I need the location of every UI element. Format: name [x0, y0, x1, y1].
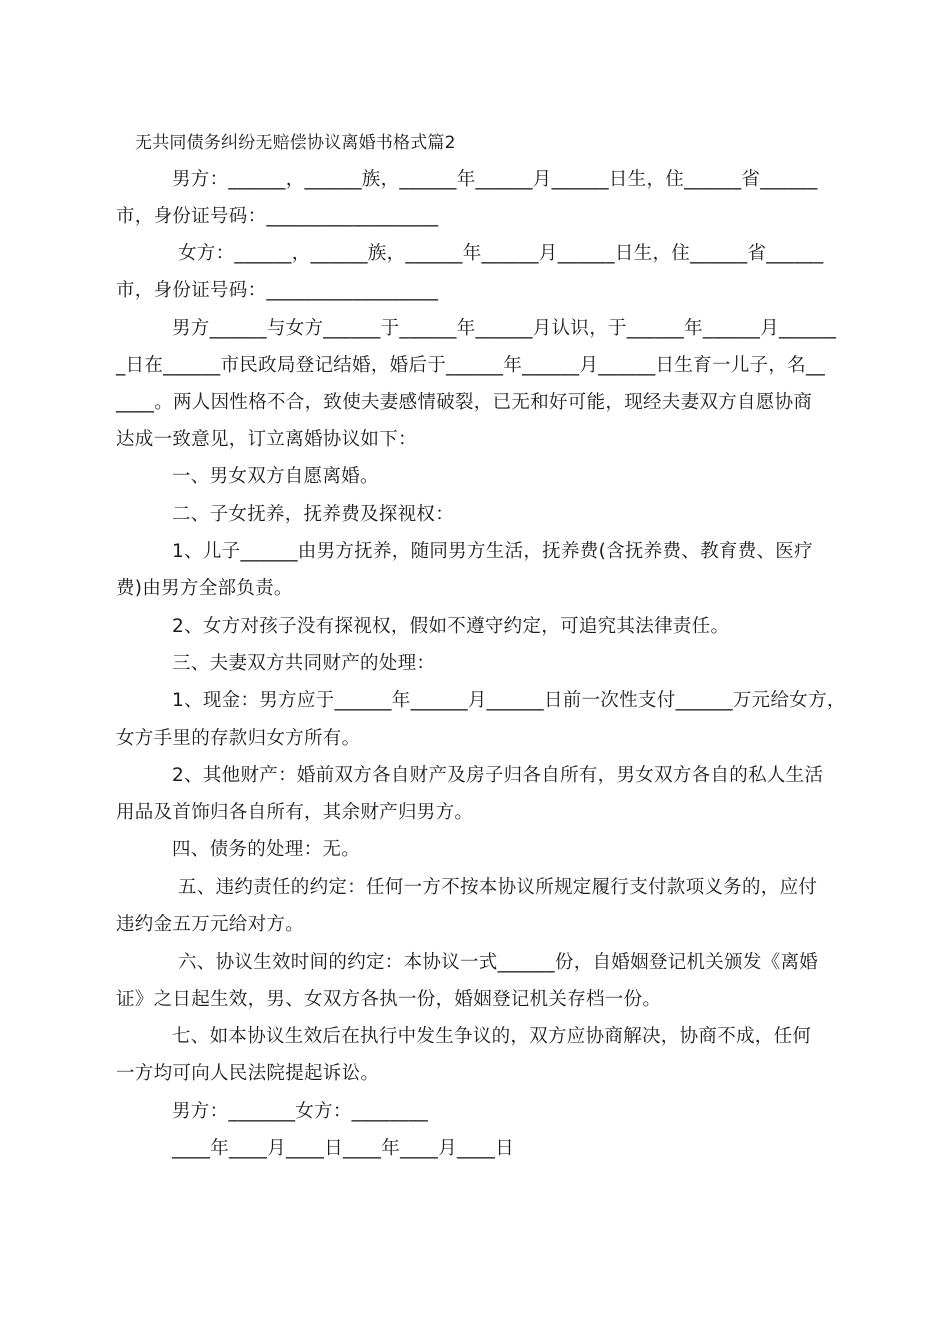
- clause-3-1-line-2: 女方手里的存款归女方所有。: [116, 728, 361, 749]
- clause-3-1-line-1: 1、现金：男方应于______年______月______日前一次性支付______万元给女方，: [172, 690, 846, 711]
- clause-6-line-2: 证》之日起生效，男、女双方各执一份，婚姻登记机关存档一份。: [116, 989, 662, 1010]
- female-info-line-1: 女方：______，______族，______年______月______日生，住______省______: [178, 243, 824, 264]
- clause-2-1-line-2: 费)由男方全部负责。: [116, 578, 293, 599]
- clause-2-1-line-1: 1、儿子______由男方抚养，随同男方生活，抚养费(含抚养费、教育费、医疗: [172, 541, 813, 562]
- clause-4: 四、债务的处理：无。: [172, 839, 361, 860]
- male-info-line-1: 男方：______，______族，______年______月______日生，住______省______: [172, 169, 818, 190]
- clause-7-line-1: 七、如本协议生效后在执行中发生争议的，双方应协商解决，协商不成，任何: [172, 1026, 812, 1047]
- clause-5-line-1: 五、违约责任的约定：任何一方不按本协议所规定履行支付款项义务的，应付: [178, 877, 818, 898]
- clause-2-heading: 二、子女抚养，抚养费及探视权：: [172, 504, 455, 525]
- background-line-1: 男方______与女方______于______年______月认识，于______年______月______: [172, 318, 837, 339]
- clause-2-2: 2、女方对孩子没有探视权，假如不遵守约定，可追究其法律责任。: [172, 616, 730, 637]
- male-info-line-2: 市，身份证号码：__________________: [116, 206, 439, 227]
- clause-3-heading: 三、夫妻双方共同财产的处理：: [172, 653, 436, 674]
- clause-7-line-2: 一方均可向人民法院提起诉讼。: [116, 1063, 380, 1084]
- background-line-3: ____。两人因性格不合，致使夫妻感情破裂，已无和好可能，现经夫妻双方自愿协商: [116, 392, 813, 413]
- clause-3-2-line-2: 用品及首饰归各自所有，其余财产归男方。: [116, 802, 474, 823]
- document-title: 无共同债务纠纷无赔偿协议离婚书格式篇2: [135, 133, 456, 153]
- clause-1: 一、男女双方自愿离婚。: [172, 466, 379, 487]
- female-info-line-2: 市，身份证号码：__________________: [116, 280, 439, 301]
- signature-line: 男方：_______女方：________: [172, 1101, 429, 1122]
- date-line: ____年____月____日____年____月____日: [172, 1138, 515, 1159]
- clause-3-2-line-1: 2、其他财产：婚前双方各自财产及房子归各自所有，男女双方各自的私人生活: [172, 765, 824, 786]
- background-line-4: 达成一致意见，订立离婚协议如下：: [116, 429, 417, 450]
- background-line-2: _日在______市民政局登记结婚，婚后于______年______月______日生育一儿子，名__: [116, 355, 826, 376]
- clause-6-line-1: 六、协议生效时间的约定：本协议一式______份，自婚姻登记机关颁发《离婚: [178, 952, 819, 973]
- clause-5-line-2: 违约金五万元给对方。: [116, 914, 305, 935]
